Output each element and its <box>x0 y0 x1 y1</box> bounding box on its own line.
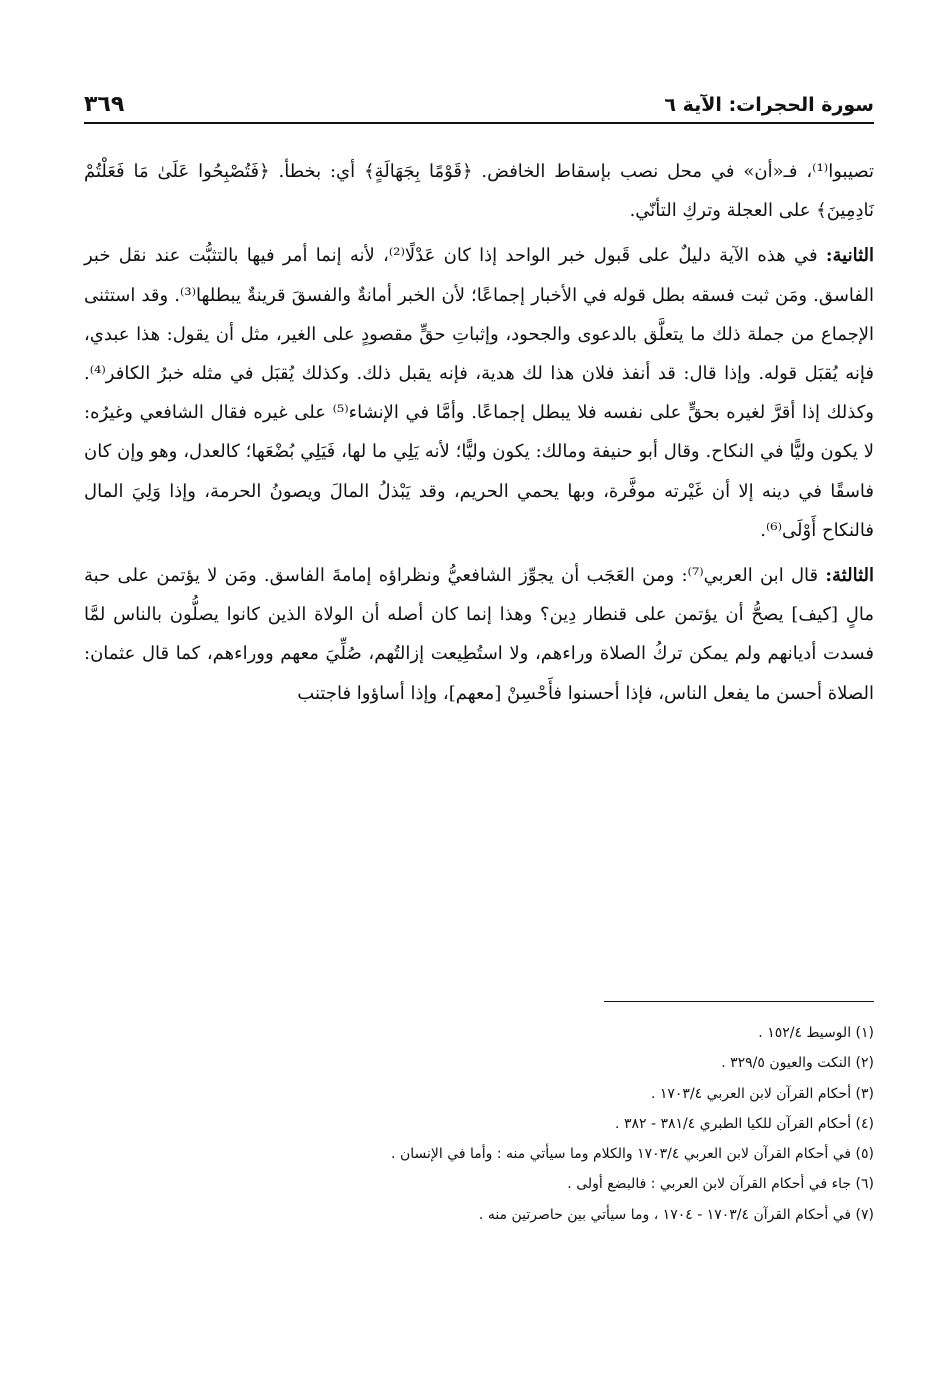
footnote: (٧) في أحكام القرآن ١٧٠٣/٤ - ١٧٠٤ ، وما سيأتي بين حاصرتين منه . <box>478 1206 874 1223</box>
footnote: (١) الوسيط ١٥٢/٤ . <box>758 1025 874 1041</box>
footnote: (٣) أحكام القرآن لابن العربي ١٧٠٣/٤ . <box>650 1085 874 1102</box>
section-lead-third: الثالثة: <box>825 565 875 587</box>
paragraph-2: الثانية: في هذه الآية دليلٌ على قَبول خبر الواحد إذا كان عَدْلًا⁽²⁾، لأنه إنما أمر فيها بالتثبُّت عند نقل خبر الفاسق. ومَن ثبت فسقه بطل قوله في الأخبار إجماعًا؛ لأن الخبر أمانةٌ والفسقَ قرينةٌ يبطلها⁽³⁾. وقد استثنى الإجماع من جملة ذلك ما يتعلَّق بالدعوى والجحود، وإثباتِ حقٍّ مقصودٍ على الغير، مثل أن يقول: هذا عبدي، فإنه يُقبَل قوله. وإذا قال: قد أنفذ فلان هذا لك هدية، فإنه يقبل ذلك. وكذلك يُقبَل في مثله خبرُ الكافر⁽⁴⁾. وكذلك إذا أقرَّ لغيره بحقٍّ على نفسه فلا يبطل إجماعًا. وأمَّا في الإنشاء⁽⁵⁾ على غيره فقال الشافعي وغيرُه: لا يكون وليًّا في النكاح. وقال أبو حنيفة ومالك: يكون وليًّا؛ لأنه يَلِي ما لها، فَيَلِي بُضْعَها؛ كالعدل، وهو وإن كان فاسقًا في دينه إلا أن غَيْرته موفَّرة، وبها يحمي الحريم، وقد يَبْذلُ المالَ ويصونُ الحرمة، وإذا وَلِيَ المال فالنكاح أَوْلَى⁽⁶⁾. <box>84 245 874 541</box>
footnote: (٢) النكت والعيون ٣٢٩/٥ . <box>721 1055 874 1072</box>
footnotes <box>84 1018 874 1230</box>
footnote: (٥) في أحكام القرآن لابن العربي ١٧٠٣/٤ والكلام وما سيأتي منه : وأما في الإنسان . <box>391 1146 874 1163</box>
main-text <box>84 152 874 719</box>
surah-title: سورة الحجرات: الآية ٦ <box>664 94 874 116</box>
footnote: (٤) أحكام القرآن للكيا الطبري ٣٨١/٤ - ٣٨٢ . <box>615 1115 874 1132</box>
paragraph-1: تصيبوا⁽¹⁾، فـ«أن» في محل نصب بإسقاط الخافض. ﴿قَوْمًا بِجَهَالَةٍ﴾ أي: بخطأ. ﴿فَتُصْبِحُوا عَلَىٰ مَا فَعَلْتُمْ نَادِمِينَ﴾ على العجلة وتركِ التأنّي. <box>84 161 874 222</box>
section-lead-second: الثانية: <box>825 245 874 267</box>
header-divider <box>84 122 874 124</box>
running-header <box>84 82 874 118</box>
page-number: ٣٦٩ <box>84 92 125 117</box>
footnote-divider <box>604 1001 874 1002</box>
book-page <box>84 60 874 1360</box>
paragraph-3: الثالثة: قال ابن العربي⁽⁷⁾: ومن العَجَب أن يجوِّز الشافعيُّ ونظراؤه إمامةَ الفاسق. ومَن لا يؤتمن على حبة مالٍ [كيف] يصحُّ أن يؤتمن على قنطار دِين؟ وهذا إنما كان أصله أن الولاة الذين كانوا يصلُّون بالناس لمَّا فسدت أديانهم ولم يمكن تركُ الصلاة وراءهم، ولا استُطِيعت إزالتُهم، صُلِّيَ معهم ووراءهم، كما قال عثمان: الصلاة أحسن ما يفعل الناس، فإذا أحسنوا فأَحْسِنْ [معهم]، وإذا أساؤوا فاجتنب <box>84 565 875 704</box>
footnote: (٦) جاء في أحكام القرآن لابن العربي : فالبضع أولى . <box>567 1176 874 1193</box>
